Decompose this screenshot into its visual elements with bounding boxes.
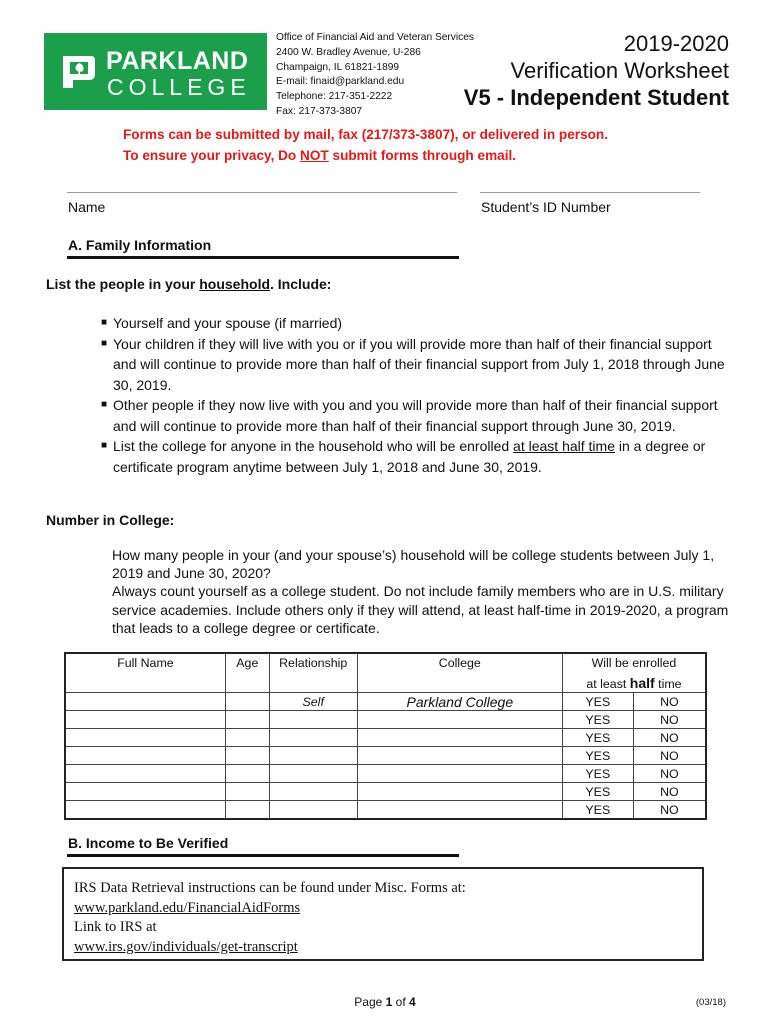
full-name-cell[interactable] [65,747,225,765]
col-header-relationship: Relationship [269,653,357,693]
bullet-icon: ■ [101,399,108,410]
logo-text-parkland: PARKLAND [106,47,249,75]
age-cell[interactable] [225,747,269,765]
col-header-enrolled: Will be enrolled [562,653,706,673]
yes-option[interactable]: YES [562,693,633,711]
bullet-text: List the college for anyone in the household who will be enrolled [113,438,514,454]
no-option[interactable]: NO [633,729,706,747]
college-cell[interactable] [357,801,562,820]
full-name-cell[interactable] [65,693,225,711]
household-heading [46,276,331,292]
irs-transcript-link[interactable]: www.irs.gov/individuals/get-transcript [74,938,298,955]
number-in-college-question: How many people in your (and your spouse’s) household will be college students between July 1, 2019 and June 30, 2020? [112,547,715,582]
table-row [65,693,706,711]
college-cell[interactable] [357,729,562,747]
parkland-college-logo [44,33,267,110]
full-name-cell[interactable] [65,765,225,783]
student-id-input-line[interactable] [480,192,700,193]
list-item [101,313,731,334]
bullet-text: Yourself and your spouse (if married) [113,315,343,331]
full-name-cell[interactable] [65,801,225,820]
no-option[interactable]: NO [633,711,706,729]
relationship-cell: Self [269,693,357,711]
table-row [65,711,706,729]
household-text: . Include: [270,276,332,292]
yes-option[interactable]: YES [562,711,633,729]
name-input-line[interactable] [67,192,457,193]
household-bullet-list [101,313,731,477]
irs-link-label: Link to IRS at [74,919,157,935]
worksheet-variant: V5 - Independent Student [463,85,729,110]
header-emphasis: half [629,675,655,691]
office-line: 2400 W. Bradley Avenue, U-286 [276,46,421,58]
bullet-icon: ■ [101,337,108,349]
household-text: List the people in your [46,276,200,292]
list-item [101,395,731,436]
office-line: Champaign, IL 61821-1899 [276,61,400,73]
household-emphasis: household [199,276,271,292]
parkland-leaf-icon [61,54,97,90]
list-item [101,436,731,477]
header-text: time [654,677,682,691]
college-cell[interactable] [357,711,562,729]
relationship-cell[interactable] [269,801,357,820]
full-name-cell[interactable] [65,783,225,801]
page-text: Page [354,995,386,1009]
number-in-college-text [112,546,732,637]
relationship-cell[interactable] [269,729,357,747]
section-a-rule [67,256,459,259]
notice-line-2 [123,145,608,166]
office-address [276,31,474,120]
age-cell[interactable] [225,783,269,801]
age-cell[interactable] [225,693,269,711]
table-row [65,747,706,765]
college-cell: Parkland College [357,693,562,711]
relationship-cell[interactable] [269,783,357,801]
office-line: Office of Financial Aid and Veteran Services [276,32,475,43]
household-members-table [64,652,707,820]
irs-info-box [62,867,704,961]
notice-text: submit forms through email. [328,148,517,163]
table-row [65,729,706,747]
notice-line-1: Forms can be submitted by mail, fax (217/373-3807), or delivered in person. [123,127,609,142]
bullet-icon: ■ [101,317,108,328]
total-pages: 4 [409,995,416,1009]
college-cell[interactable] [357,783,562,801]
revision-date: (03/18) [695,997,726,1008]
section-b-rule [67,854,459,857]
col-header-age: Age [225,653,269,693]
name-label: Name [68,199,106,215]
table-row [65,783,706,801]
bullet-text: Other people if they now live with you and you will provide more than half of their financial support and will continue to provide more than half of their financial support through June 30, 2019. [113,397,718,434]
age-cell[interactable] [225,711,269,729]
section-a-heading: A. Family Information [68,237,212,253]
no-option[interactable]: NO [633,801,706,820]
col-header-enrolled-half [562,673,706,693]
bullet-text: Your children if they will live with you or if you will provide more than half of their financial support and will continue to provide more than half of their financial support from July 1, 2018 through June 30, 2019. [113,335,725,393]
student-id-label: Student’s ID Number [481,199,611,215]
award-year: 2019-2020 [623,31,729,56]
no-option[interactable]: NO [633,765,706,783]
logo-text-college: COLLEGE [107,74,251,100]
irs-instructions-text: IRS Data Retrieval instructions can be found under Misc. Forms at: [74,880,466,896]
section-b-heading: B. Income to Be Verified [68,835,229,851]
submission-notice [123,124,608,166]
worksheet-name: Verification Worksheet [510,58,729,83]
college-cell[interactable] [357,765,562,783]
no-option[interactable]: NO [633,783,706,801]
age-cell[interactable] [225,765,269,783]
col-header-college: College [357,653,562,693]
worksheet-title [464,30,729,111]
yes-option[interactable]: YES [562,801,633,820]
number-in-college-heading: Number in College: [46,512,175,528]
office-telephone: Telephone: 217-351-2222 [276,91,393,103]
list-item [101,334,731,396]
current-page: 1 [385,995,393,1009]
college-cell[interactable] [357,747,562,765]
yes-option[interactable]: YES [562,765,633,783]
yes-option[interactable]: YES [562,783,633,801]
yes-option[interactable]: YES [562,747,633,765]
table-row [65,801,706,820]
relationship-cell[interactable] [269,711,357,729]
full-name-cell[interactable] [65,711,225,729]
yes-option[interactable]: YES [562,729,633,747]
bullet-emphasis: at least half time [513,438,615,454]
office-fax: Fax: 217-373-3807 [276,105,363,117]
bullet-icon: ■ [101,440,108,451]
notice-text: To ensure your privacy, Do [123,148,301,163]
table-header-row [65,653,706,673]
notice-emphasis: NOT [300,148,329,163]
no-option[interactable]: NO [633,747,706,765]
bullet-text: in a degree or certificate program anytime between July 1, 2018 and June 30, 2019. [113,438,706,475]
page-text: of [392,995,410,1009]
no-option[interactable]: NO [633,693,706,711]
full-name-cell[interactable] [65,729,225,747]
header-text: at least [586,677,630,691]
office-email: E-mail: finaid@parkland.edu [276,76,405,88]
age-cell[interactable] [225,801,269,820]
financial-aid-forms-link[interactable]: www.parkland.edu/FinancialAidForms [74,899,301,916]
col-header-full-name: Full Name [65,653,225,693]
relationship-cell[interactable] [269,765,357,783]
number-in-college-note: Always count yourself as a college student. Do not include family members who are in U.S. military service academies. Include others only if they will attend, at least half-time in 2019-2020, a program that leads to a college degree or certificate. [112,583,729,636]
relationship-cell[interactable] [269,747,357,765]
age-cell[interactable] [225,729,269,747]
page-number [0,995,770,1009]
table-row [65,765,706,783]
